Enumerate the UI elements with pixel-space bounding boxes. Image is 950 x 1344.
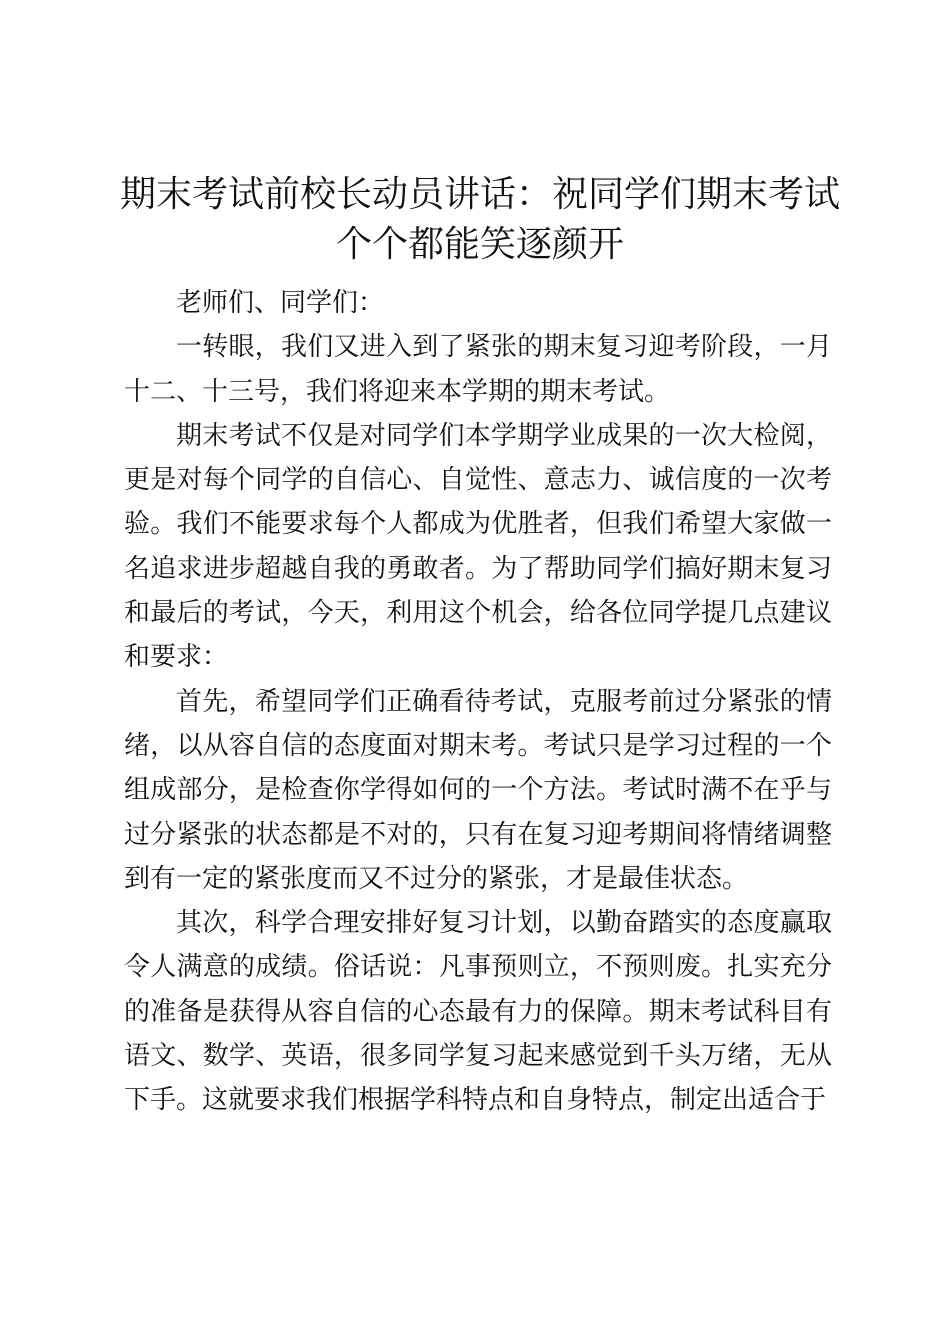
salutation-paragraph: 老师们、同学们： [176,288,385,318]
document-title: 期末考试前校长动员讲话：祝同学们期末考试个个都能笑逐颜开 [119,174,840,265]
body-paragraph: 首先，希望同学们正确看待考试，克服考前过分紧张的情绪，以从容自信的态度面对期末考。考试只是学习过程的一个组成部分，是检查你学得如何的一个方法。考试时满不在乎与过分紧张的状态都是不对的，只有在复习迎考期间将情绪调整到有一定的紧张度而又不过分的紧张，才是最佳状态。 [124,686,832,894]
body-paragraph: 其次，科学合理安排好复习计划，以勤奋踏实的态度赢取令人满意的成绩。俗话说：凡事预则立，不预则废。扎实充分的准备是获得从容自信的心态最有力的保障。期末考试科目有语文、数学、英语，很多同学复习起来感觉到千头万绪，无从下手。这就要求我们根据学科特点和自身特点，制定出适合于 [124,908,832,1116]
body-paragraph: 一转眼，我们又进入到了紧张的期末复习迎考阶段，一月十二、十三号，我们将迎来本学期的期末考试。 [124,332,832,407]
body-paragraph: 期末考试不仅是对同学们本学期学业成果的一次大检阅，更是对每个同学的自信心、自觉性、意志力、诚信度的一次考验。我们不能要求每个人都成为优胜者，但我们希望大家做一名追求进步超越自我的勇敢者。为了帮助同学们搞好期末复习和最后的考试，今天，利用这个机会，给各位同学提几点建议和要求： [124,420,832,673]
document-body [124,281,832,1123]
